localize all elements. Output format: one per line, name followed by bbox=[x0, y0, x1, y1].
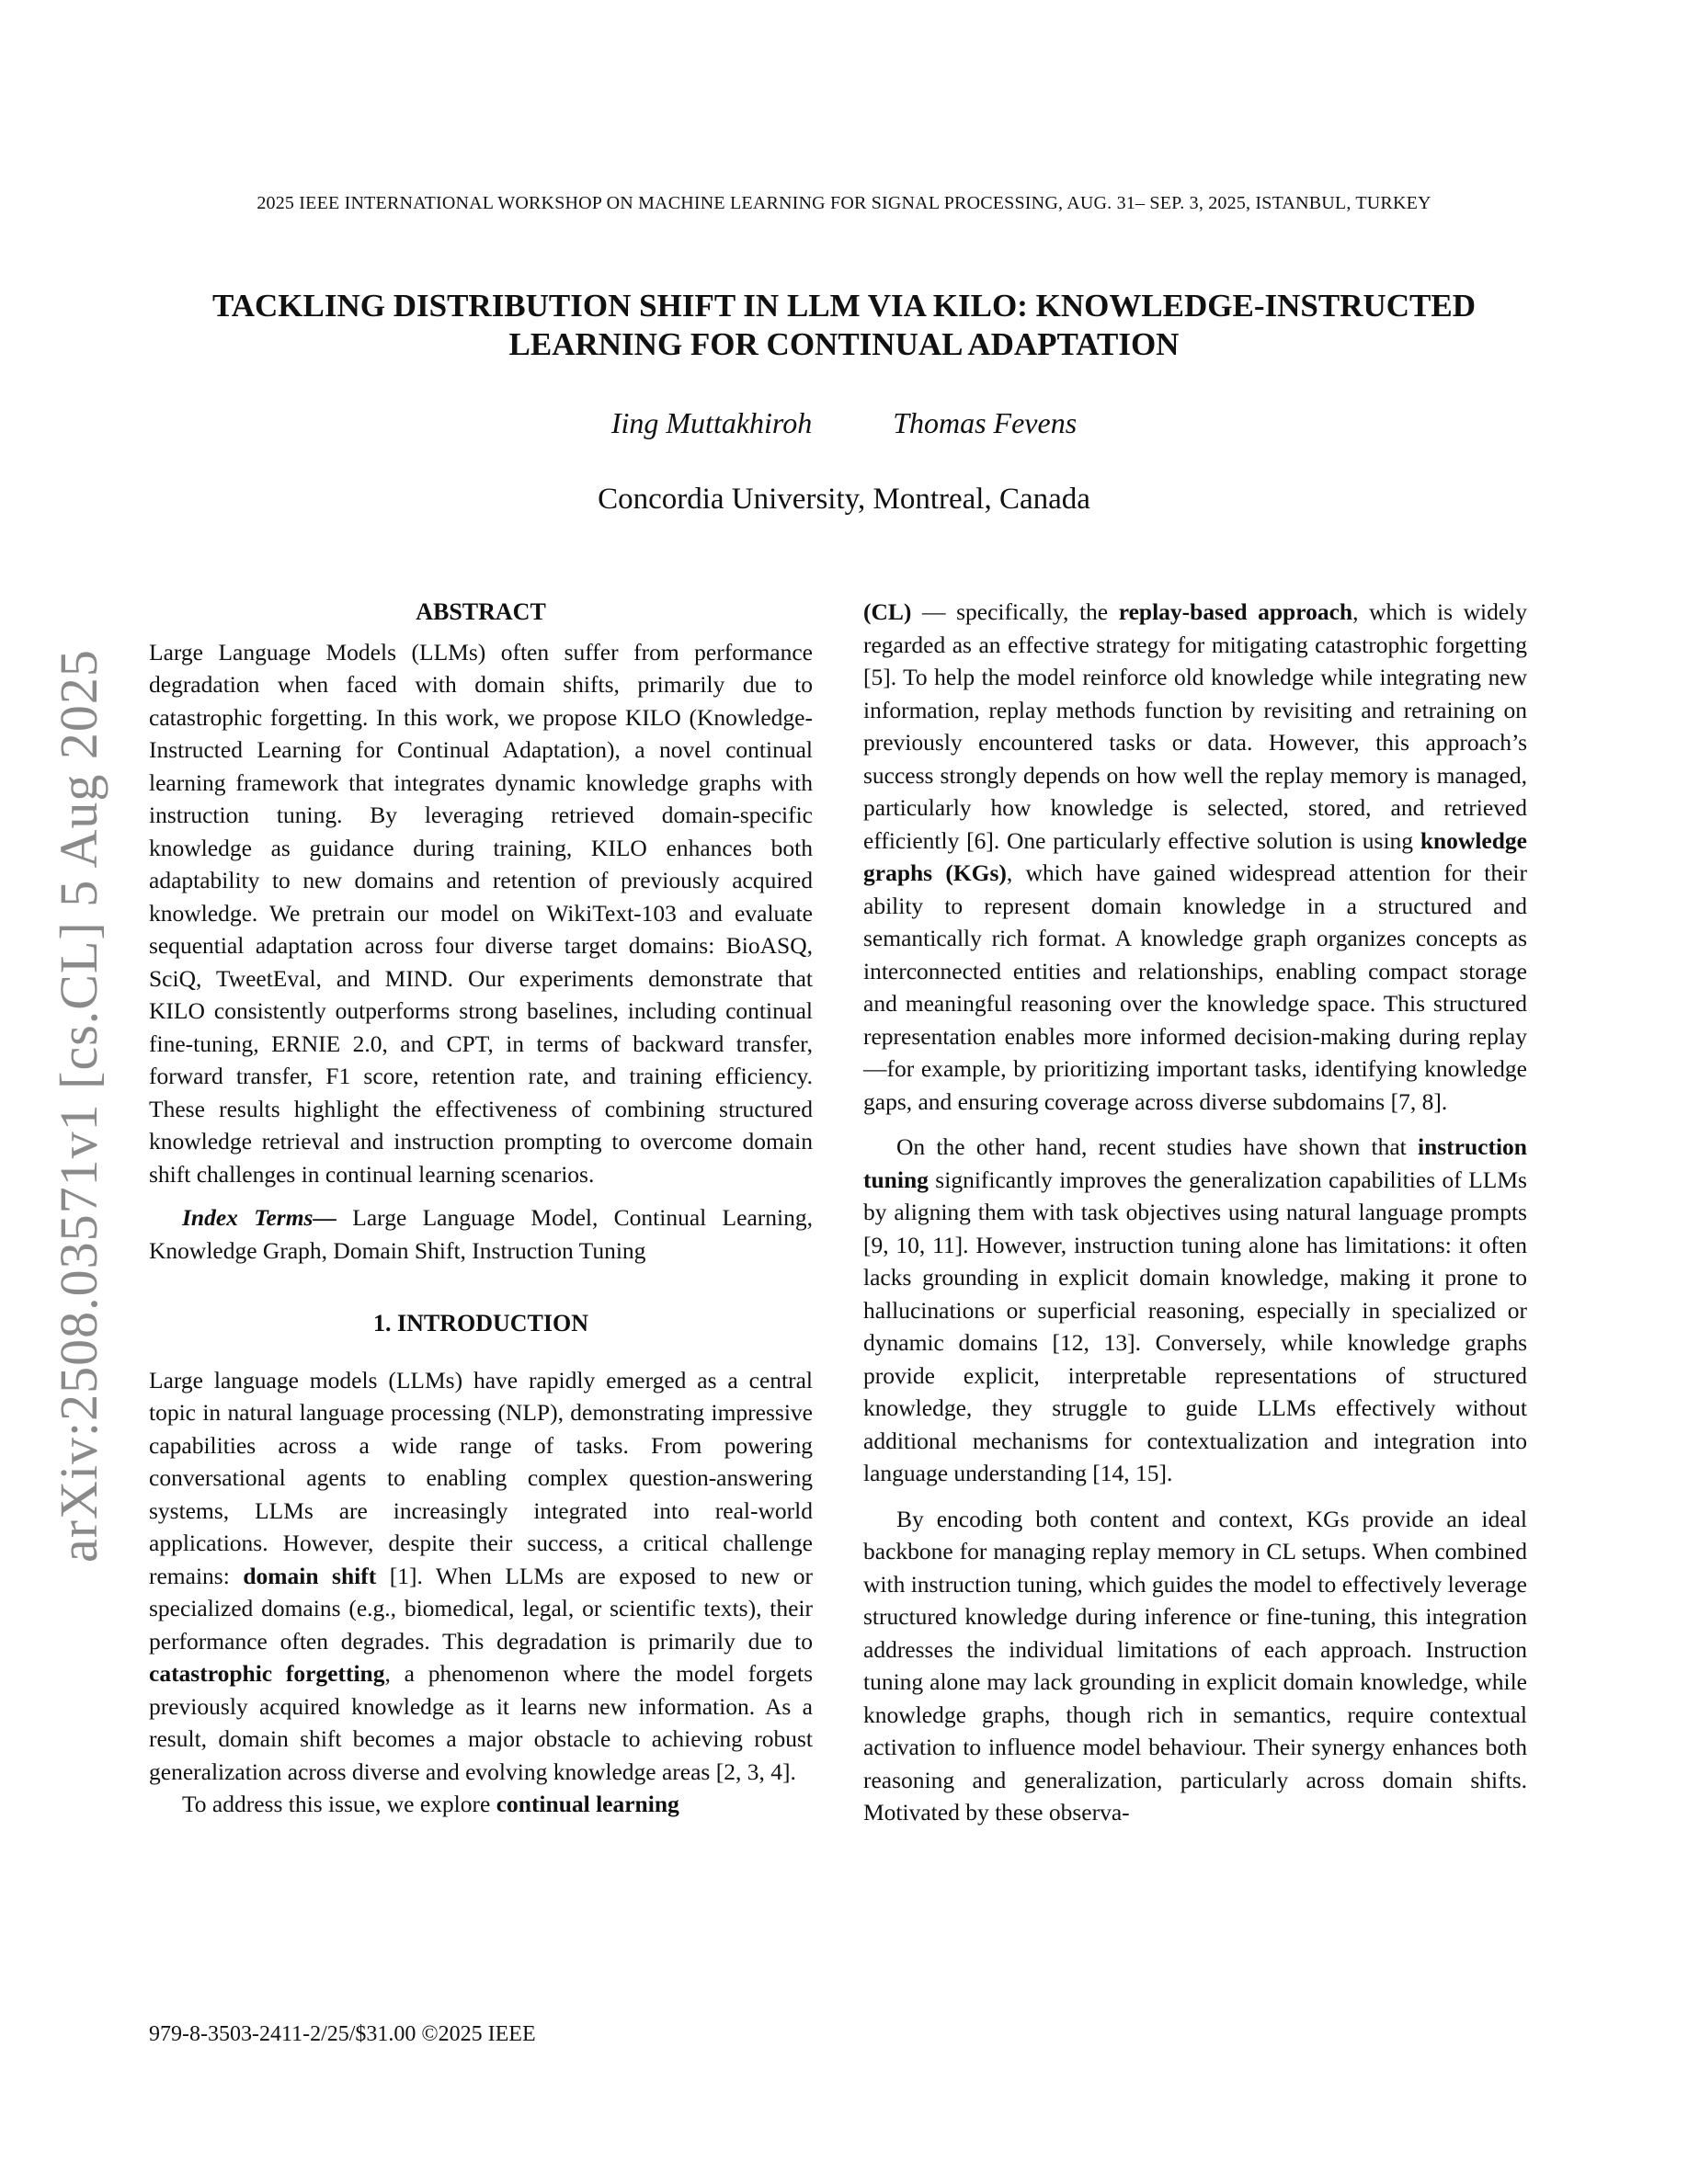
title-line-1: TACKLING DISTRIBUTION SHIFT IN LLM VIA KILO: KNOWLEDGE-INSTRUCTED bbox=[211, 288, 1477, 324]
intro-paragraph-2-start: To address this issue, we explore continual learning bbox=[182, 1791, 679, 1817]
intro-paragraph-3: On the other hand, recent studies have shown that instruction tuning significantly improves the generalization capabilities of LLMs by aligning them with task objectives using natural language prompts [9, 10, 11]. However, instruction tuning alone has limitations: it often lacks grounding in explicit domain knowledge, making it prone to hallucinations or superficial reasoning, especially in specialized or dynamic domains [12, 13]. Conversely, while knowledge graphs provide explicit, interpretable representations of structured knowledge, they struggle to guide LLMs effectively without additional mechanisms for contextualization and integration into language understanding [14, 15]. bbox=[863, 1133, 1527, 1486]
abstract-text: Large Language Models (LLMs) often suffer from performance degradation when faced with domain shifts, primarily due to catastrophic forgetting. In this work, we propose KILO (Knowledge-Instructed Learning for Continual Adaptation), a novel continual learning framework that integrates dynamic knowledge graphs with instruction tuning. By leveraging retrieved domain-specific knowledge as guidance during training, KILO enhances both adaptability to new domains and retention of previously acquired knowledge. We pretrain our model on WikiText-103 and evaluate sequential adaptation across four diverse target domains: BioASQ, SciQ, TweetEval, and MIND. Our experiments demonstrate that KILO consistently outperforms strong baselines, including continual fine-tuning, ERNIE 2.0, and CPT, in terms of backward transfer, forward transfer, F1 score, retention rate, and training efficiency. These results highlight the effectiveness of combining structured knowledge retrieval and instruction prompting to overcome domain shift challenges in continual learning scenarios. bbox=[149, 638, 813, 1188]
title-line-2: LEARNING FOR CONTINUAL ADAPTATION bbox=[508, 326, 1180, 362]
abstract-heading: ABSTRACT bbox=[416, 598, 546, 625]
index-terms bbox=[149, 1201, 813, 1267]
intro-paragraph-2-cont: (CL) — specifically, the replay-based approach, which is widely regarded as an effective strategy for mitigating catastrophic forgetting [5]. To help the model reinforce old knowledge while integrating new information, replay methods function by revisiting and retraining on previously encountered tasks or data. However, this approach’s success strongly depends on how well the replay memory is managed, particularly how knowledge is selected, stored, and retrieved efficiently [6]. One particularly effective solution is using knowledge graphs (KGs), which have gained widespread attention for their ability to represent domain knowledge in a structured and semantically rich format. A knowledge graph organizes concepts as interconnected entities and relationships, enabling compact storage and meaningful reasoning over the knowledge space. This structured representation enables more informed decision-making during replay—for example, by prioritizing important tasks, identifying knowledge gaps, and ensuring coverage across diverse subdomains [7, 8]. bbox=[863, 598, 1528, 1115]
affiliation: Concordia University, Montreal, Canada bbox=[598, 483, 1090, 516]
author-2: Thomas Fevens bbox=[893, 406, 1078, 439]
copyright-footer: 979-8-3503-2411-2/25/$31.00 ©2025 IEEE bbox=[149, 2022, 536, 2046]
index-terms-text: Large Language Model, Continual Learning, Knowledge Graph, Domain Shift, Instruction Tuning bbox=[149, 1204, 813, 1264]
author-list bbox=[0, 406, 1688, 440]
left-column bbox=[149, 596, 813, 1821]
right-column bbox=[863, 596, 1527, 1829]
arxiv-stamp: arXiv:2508.03571v1 [cs.CL] 5 Aug 2025 bbox=[49, 649, 108, 1563]
conference-header: 2025 IEEE INTERNATIONAL WORKSHOP ON MACHINE LEARNING FOR SIGNAL PROCESSING, AUG. 31– SEP. 3, 2025, ISTANBUL, TURKEY bbox=[257, 193, 1431, 213]
index-terms-label: Index Terms— bbox=[182, 1204, 336, 1231]
intro-paragraph-1: Large language models (LLMs) have rapidly emerged as a central topic in natural language processing (NLP), demonstrating impressive capabilities across a wide range of tasks. From powering conversational agents to enabling complex question-answering systems, LLMs are increasingly integrated into real-world applications. However, despite their success, a critical challenge remains: domain shift [1]. When LLMs are exposed to new or specialized domains (e.g., biomedical, legal, or scientific texts), their performance often degrades. This degradation is primarily due to catastrophic forgetting, a phenomenon where the model forgets previously acquired knowledge as it learns new information. As a result, domain shift becomes a major obstacle to achieving robust generalization across diverse and evolving knowledge areas [2, 3, 4]. bbox=[149, 1366, 814, 1785]
author-1: Iing Muttakhiroh bbox=[610, 406, 813, 439]
introduction-heading: 1. INTRODUCTION bbox=[372, 1310, 589, 1337]
paper-title bbox=[138, 287, 1550, 364]
intro-paragraph-4: By encoding both content and context, KGs provide an ideal backbone for managing replay memory in CL setups. When combined with instruction tuning, which guides the model to effectively leverage structured knowledge during inference or fine-tuning, this integration addresses the individual limitations of each approach. Instruction tuning alone may lack grounding in explicit domain knowledge, while knowledge graphs, though rich in semantics, require contextual activation to influence model behaviour. Their synergy enhances both reasoning and generalization, particularly across domain shifts. Motivated by these observa- bbox=[863, 1505, 1527, 1826]
